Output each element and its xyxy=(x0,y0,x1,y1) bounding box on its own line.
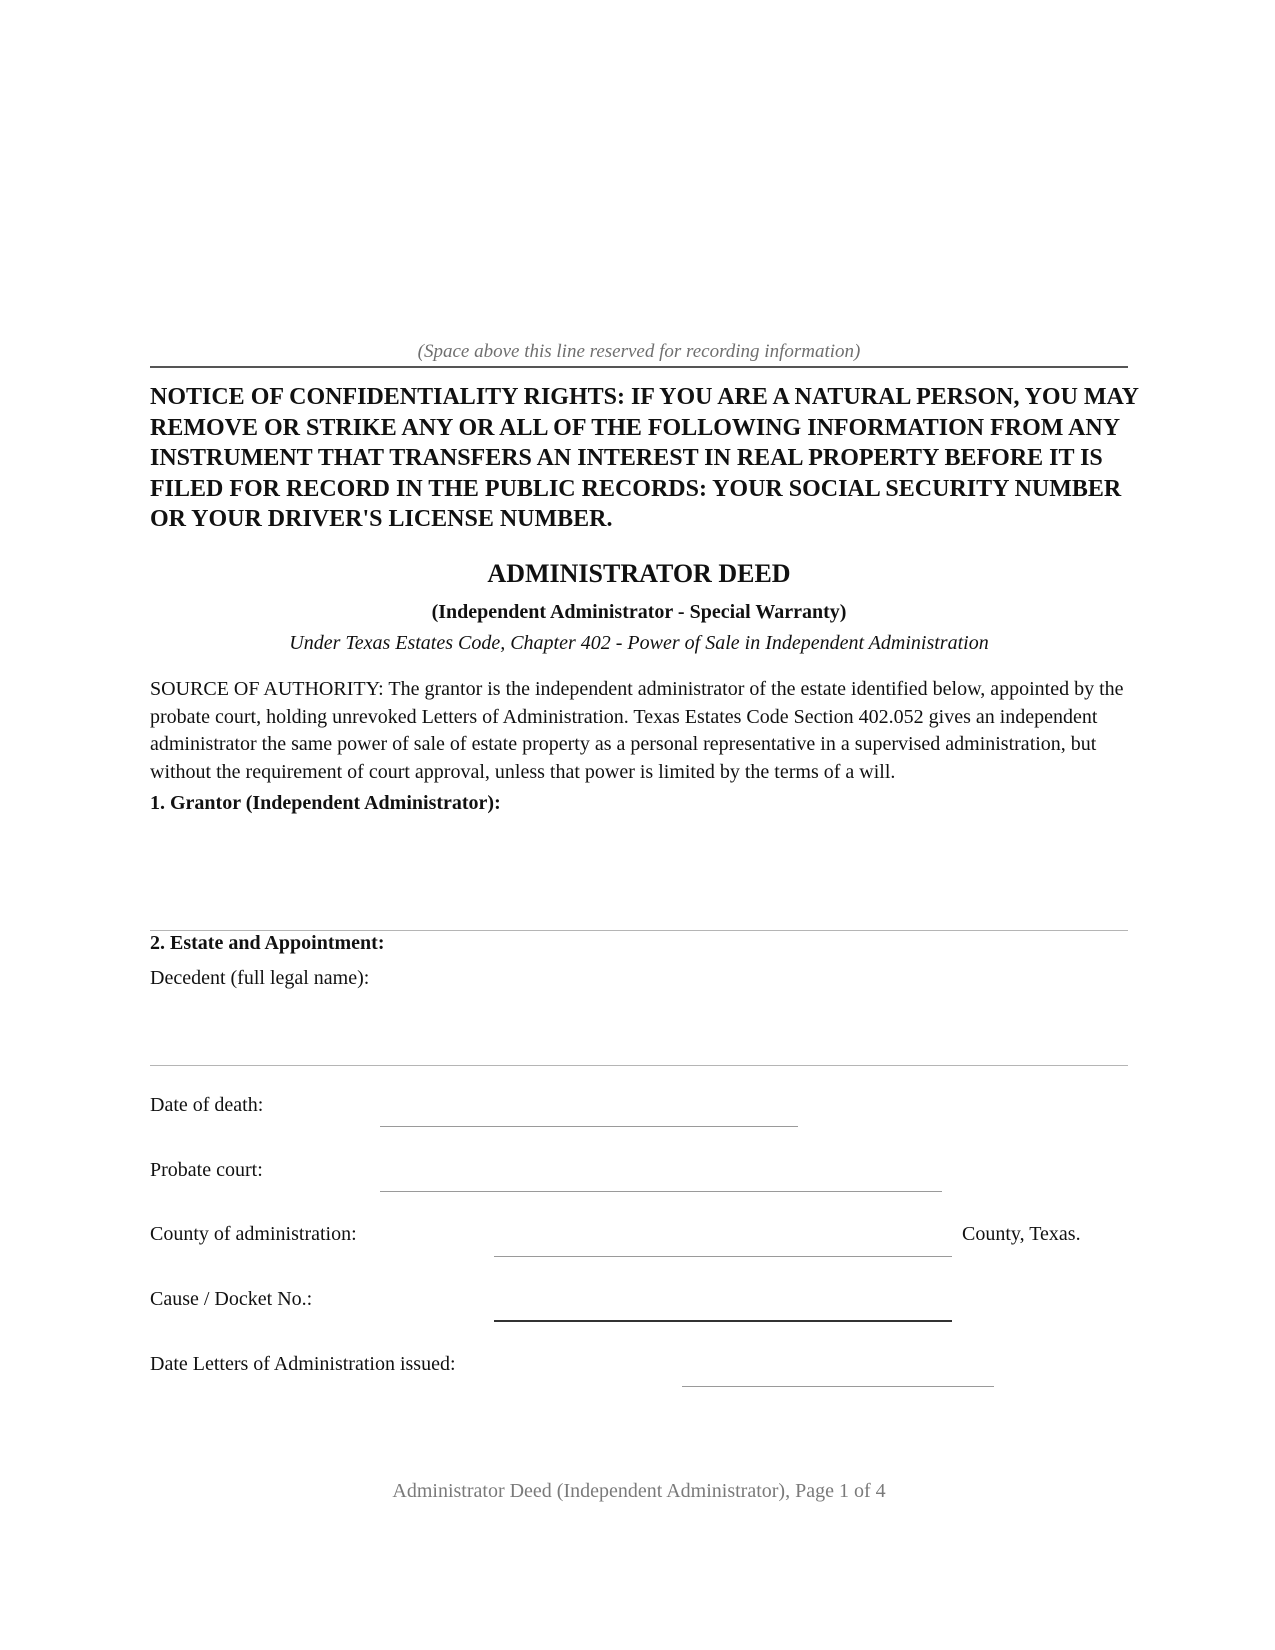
letters-date-field[interactable] xyxy=(682,1351,994,1381)
decedent-field[interactable] xyxy=(150,1000,1128,1060)
date-of-death-label: Date of death: xyxy=(150,1094,264,1116)
estate-heading: 2. Estate and Appointment: xyxy=(150,932,385,954)
probate-court-label: Probate court: xyxy=(150,1159,263,1181)
decedent-label: Decedent (full legal name): xyxy=(150,967,370,989)
document-subtitle: (Independent Administrator - Special Warranty) xyxy=(431,601,847,623)
cause-docket-line xyxy=(494,1320,952,1322)
county-line xyxy=(494,1256,952,1257)
date-of-death-field[interactable] xyxy=(380,1092,798,1122)
county-field[interactable] xyxy=(494,1221,952,1251)
cause-docket-field[interactable] xyxy=(494,1286,952,1316)
decedent-line xyxy=(150,1065,1128,1066)
probate-court-field[interactable] xyxy=(380,1157,942,1187)
probate-court-line xyxy=(380,1191,942,1192)
recording-divider xyxy=(150,366,1128,368)
grantor-field[interactable] xyxy=(150,830,1128,920)
source-of-authority: SOURCE OF AUTHORITY: The grantor is the independent administrator of the estate identified below, appointed by the probate court, holding unrevoked Letters of Administration. Texas Estates Code Section 402.052 gives an independent administrator the same power of sale of estate property as a personal representative in a supervised administration, but without the requirement of court approval, unless that power is limited by the terms of a will. xyxy=(150,678,1124,783)
grantor-heading: 1. Grantor (Independent Administrator): xyxy=(150,792,501,814)
confidentiality-notice: NOTICE OF CONFIDENTIALITY RIGHTS: IF YOU ARE A NATURAL PERSON, YOU MAY REMOVE OR STRIKE ANY OR ALL OF THE FOLLOWING INFORMATION FROM ANY INSTRUMENT THAT TRANSFERS AN INTEREST IN REAL PROPERTY BEFORE IT IS FILED FOR RECORD IN THE PUBLIC RECORDS: YOUR SOCIAL SECURITY NUMBER OR YOUR DRIVER'S LICENSE NUMBER. xyxy=(150,384,1139,532)
letters-date-line xyxy=(682,1386,994,1387)
county-suffix: County, Texas. xyxy=(962,1223,1081,1245)
county-label: County of administration: xyxy=(150,1223,357,1245)
recording-space-note: (Space above this line reserved for recording information) xyxy=(417,341,861,362)
letters-date-label: Date Letters of Administration issued: xyxy=(150,1353,456,1375)
statute-reference: Under Texas Estates Code, Chapter 402 - Power of Sale in Independent Administration xyxy=(289,632,989,654)
cause-docket-label: Cause / Docket No.: xyxy=(150,1288,313,1310)
date-of-death-line xyxy=(380,1126,798,1127)
document-title: ADMINISTRATOR DEED xyxy=(487,559,791,588)
page-footer: Administrator Deed (Independent Administrator), Page 1 of 4 xyxy=(392,1480,886,1502)
